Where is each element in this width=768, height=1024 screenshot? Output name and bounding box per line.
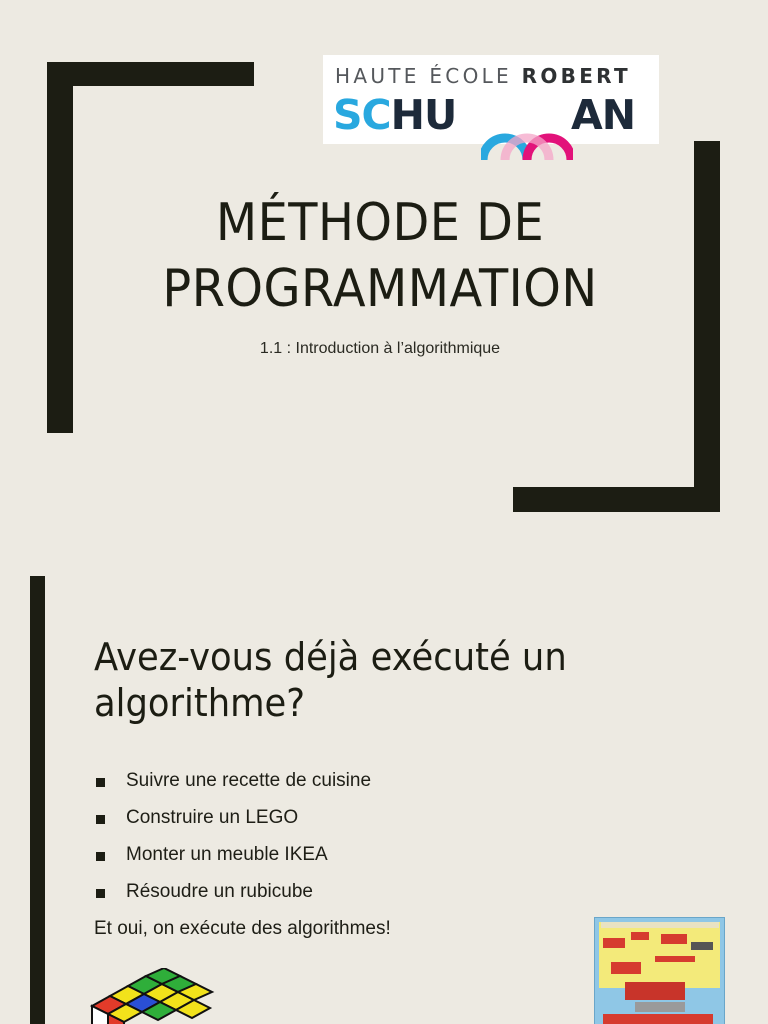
slide-heading: Avez-vous déjà exécuté un algorithme? xyxy=(94,635,567,725)
list-item: Monter un meuble IKEA xyxy=(94,844,371,881)
logo-text-top: HAUTE ÉCOLE ROBERT xyxy=(335,64,631,88)
content-slide xyxy=(0,540,768,1024)
lego-instructions-icon xyxy=(595,918,724,1024)
conclusion-text: Et oui, on exécute des algorithmes! xyxy=(94,918,391,939)
list-item: Suivre une recette de cuisine xyxy=(94,770,371,807)
logo-arcs-icon xyxy=(481,130,573,160)
bullet-square-icon xyxy=(96,852,105,861)
bullet-square-icon xyxy=(96,889,105,898)
frame-bottom-right-vertical xyxy=(694,141,720,512)
rubiks-cube-image xyxy=(90,968,220,1024)
bullet-list xyxy=(94,770,371,918)
logo-text-bottom: SCHU AN xyxy=(333,91,653,135)
accent-vertical-bar xyxy=(30,576,45,1024)
frame-top-left-horizontal xyxy=(47,62,254,86)
bullet-square-icon xyxy=(96,778,105,787)
frame-top-left-vertical xyxy=(47,62,73,433)
bullet-square-icon xyxy=(96,815,105,824)
presentation-subtitle: 1.1 : Introduction à l’algorithmique xyxy=(259,340,501,357)
lego-instructions-image xyxy=(594,917,725,1024)
frame-bottom-right-horizontal xyxy=(513,487,720,512)
presentation-title: MÉTHODE DE PROGRAMMATION xyxy=(162,193,598,319)
school-logo xyxy=(323,55,659,144)
list-item: Résoudre un rubicube xyxy=(94,881,371,918)
list-item: Construire un LEGO xyxy=(94,807,371,844)
